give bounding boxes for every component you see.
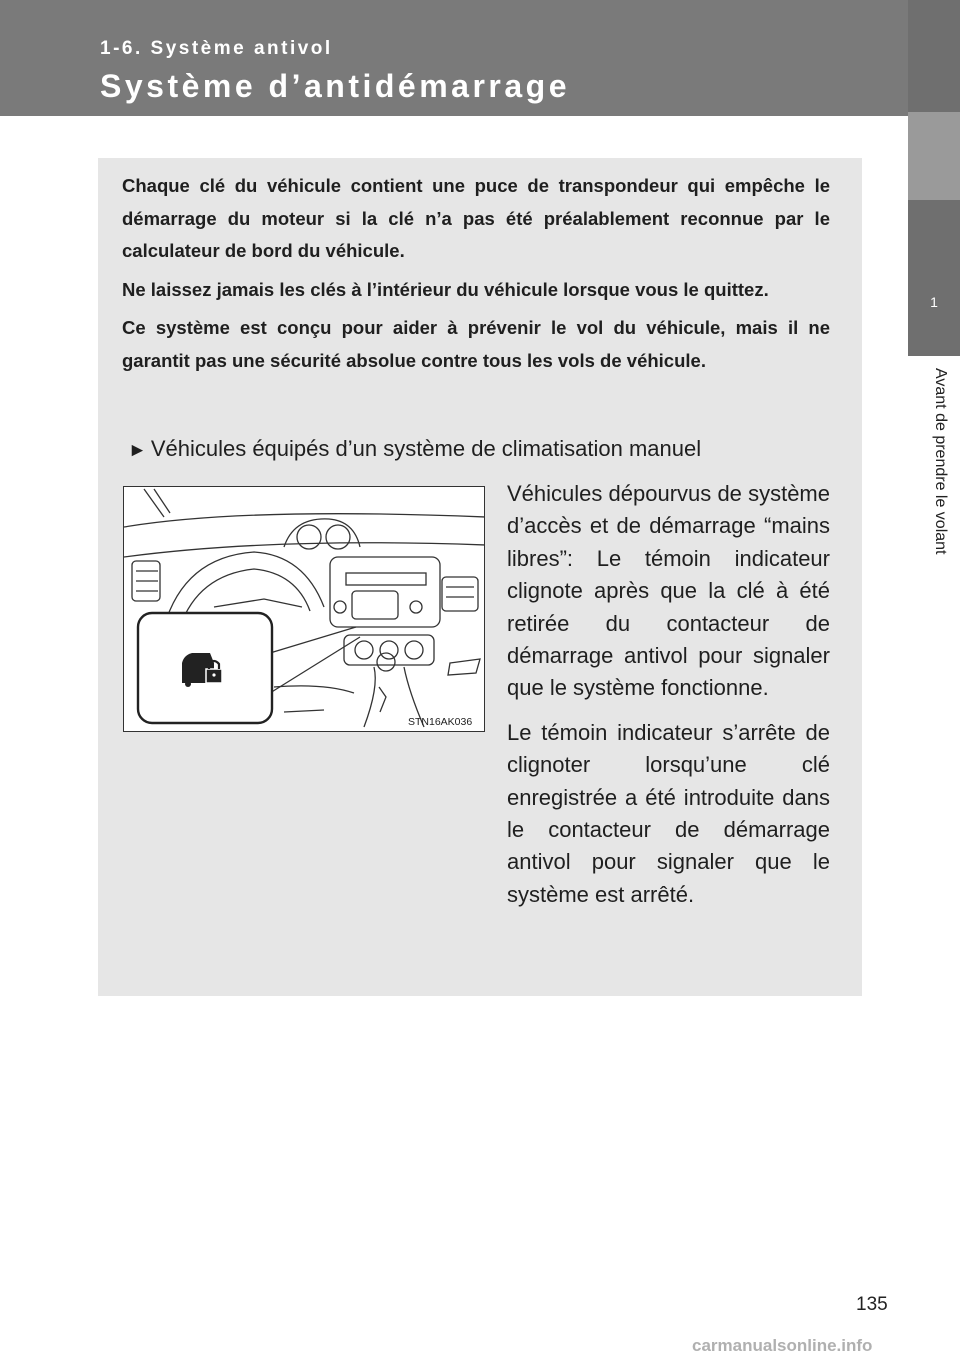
watermark: carmanualsonline.info <box>692 1336 873 1355</box>
dashboard-illustration <box>123 486 485 732</box>
chapter-tab-highlight <box>908 112 960 200</box>
page-number: 135 <box>856 1294 888 1315</box>
subheading-text: Véhicules équipés d’un système de climatisation manuel <box>150 436 702 461</box>
chapter-number: 1 <box>930 294 938 310</box>
triangle-marker-icon: ► <box>128 440 147 461</box>
dashboard-drawing <box>124 487 485 732</box>
body-paragraph-2: Le témoin indicateur s’arrête de clignoter lorsqu’une clé enregistrée a été introduite dans le contacteur de démarrage antivol pour signaler que le système est arrêté. <box>507 719 830 907</box>
chapter-label: Avant de prendre le volant <box>932 368 949 555</box>
page-header <box>0 0 960 116</box>
intro-paragraph-3: Ce système est conçu pour aider à prévenir le vol du véhicule, mais il ne garantit pas une sécurité absolue contre tous les vols de véhicule. <box>122 317 830 371</box>
intro-text <box>122 170 830 383</box>
body-text <box>507 478 830 923</box>
figure-code: STN16AK036 <box>408 716 473 728</box>
intro-paragraph-2: Ne laissez jamais les clés à l’intérieur du véhicule lorsque vous le quittez. <box>122 278 769 300</box>
section-title: 1-6. Système antivol <box>100 38 333 59</box>
page-title: Système d’antidémarrage <box>100 68 570 104</box>
intro-paragraph-1: Chaque clé du véhicule contient une puce de transpondeur qui empêche le démarrage du moteur si la clé n’a pas été préalablement reconnue par le calculateur de bord du véhicule. <box>122 175 830 261</box>
subheading <box>128 436 701 462</box>
body-paragraph-1: Véhicules dépourvus de système d’accès et de démarrage “mains libres”: Le témoin indicateur clignote après que la clé à été retirée du contacteur de démarrage antivol pour signaler que le système fonctionne. <box>507 481 830 701</box>
